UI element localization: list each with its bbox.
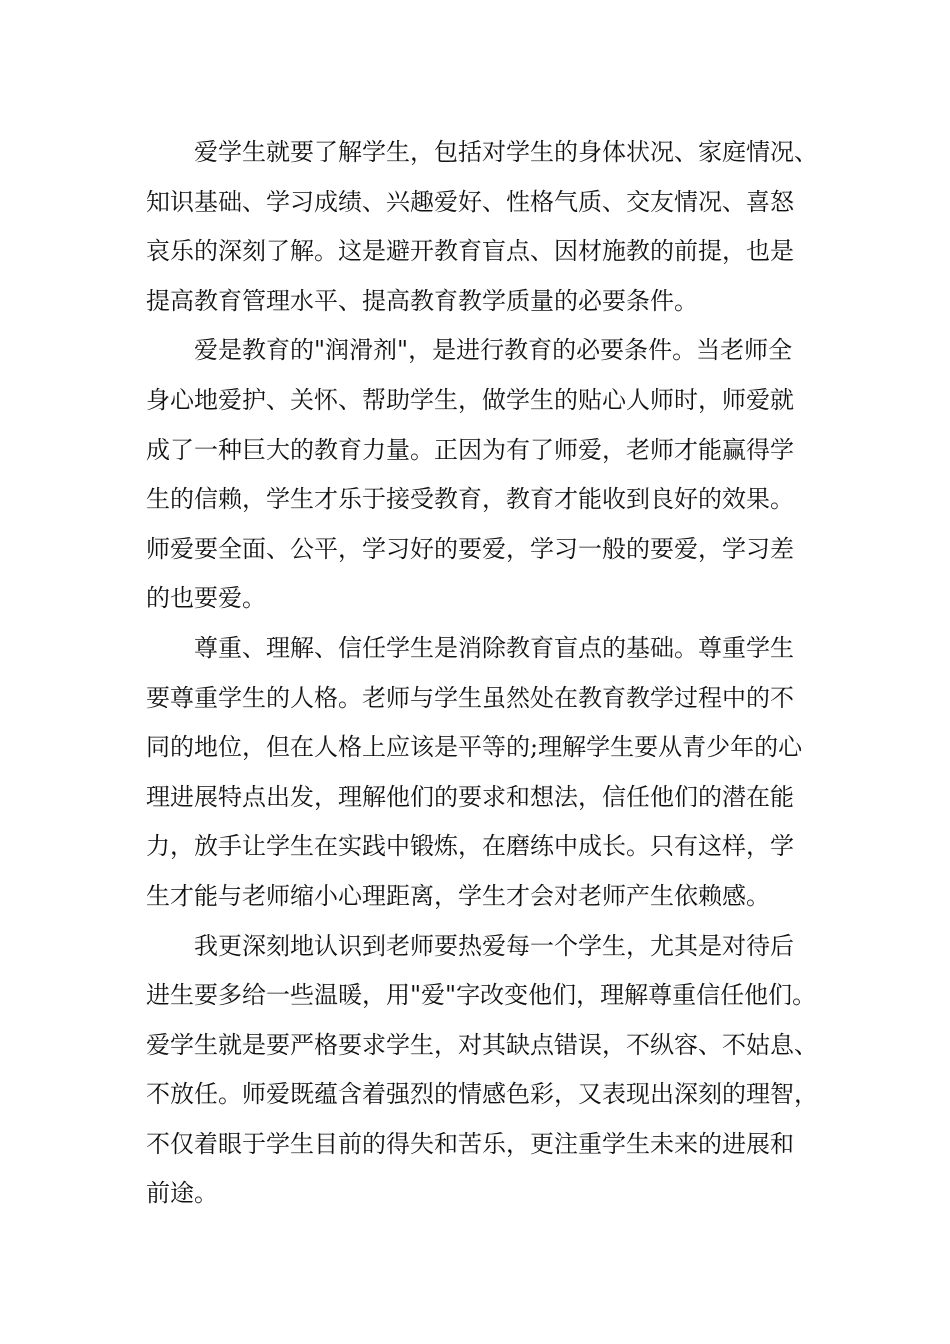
text-line: 尊重、理解、信任学生是消除教育盲点的基础。尊重学生 — [194, 633, 794, 662]
text-line: 的也要爱。 — [146, 584, 266, 613]
text-line: 前途。 — [146, 1179, 218, 1208]
text-line: 知识基础、学习成绩、兴趣爱好、性格气质、交友情况、喜怒 — [146, 187, 794, 216]
text-line: 不放任。师爱既蕴含着强烈的情感色彩，又表现出深刻的理智， — [146, 1080, 818, 1109]
text-line: 爱学生就是要严格要求学生，对其缺点错误，不纵容、不姑息、 — [146, 1030, 818, 1059]
text-line: 爱是教育的"润滑剂"，是进行教育的必要条件。当老师全 — [194, 336, 793, 365]
text-line: 理进展特点出发，理解他们的要求和想法，信任他们的潜在能 — [146, 782, 794, 811]
paragraph-3 — [146, 624, 808, 922]
text-line: 提高教育管理水平、提高教育教学质量的必要条件。 — [146, 286, 698, 315]
paragraph-2 — [146, 326, 808, 624]
text-line: 生才能与老师缩小心理距离，学生才会对老师产生依赖感。 — [146, 881, 770, 910]
paragraph-4 — [146, 922, 818, 1220]
document-body — [146, 128, 818, 1219]
text-line: 生的信赖，学生才乐于接受教育，教育才能收到良好的效果。 — [146, 485, 794, 514]
text-line: 同的地位，但在人格上应该是平等的;理解学生要从青少年的心 — [146, 733, 803, 762]
text-line: 我更深刻地认识到老师要热爱每一个学生，尤其是对待后 — [194, 931, 794, 960]
text-line: 进生要多给一些温暖，用"爱"字改变他们，理解尊重信任他们。 — [146, 981, 817, 1010]
text-line: 爱学生就要了解学生，包括对学生的身体状况、家庭情况、 — [194, 138, 818, 166]
text-line: 哀乐的深刻了解。这是避开教育盲点、因材施教的前提，也是 — [146, 237, 794, 266]
text-line: 要尊重学生的人格。老师与学生虽然处在教育教学过程中的不 — [146, 683, 794, 712]
text-line: 不仅着眼于学生目前的得失和苦乐，更注重学生未来的进展和 — [146, 1129, 794, 1158]
text-line: 成了一种巨大的教育力量。正因为有了师爱，老师才能赢得学 — [146, 435, 794, 464]
paragraph-1 — [146, 128, 818, 326]
text-line: 师爱要全面、公平，学习好的要爱，学习一般的要爱，学习差 — [146, 534, 794, 563]
text-line: 身心地爱护、关怀、帮助学生，做学生的贴心人师时，师爱就 — [146, 385, 794, 414]
text-line: 力，放手让学生在实践中锻炼，在磨练中成长。只有这样，学 — [146, 832, 794, 861]
